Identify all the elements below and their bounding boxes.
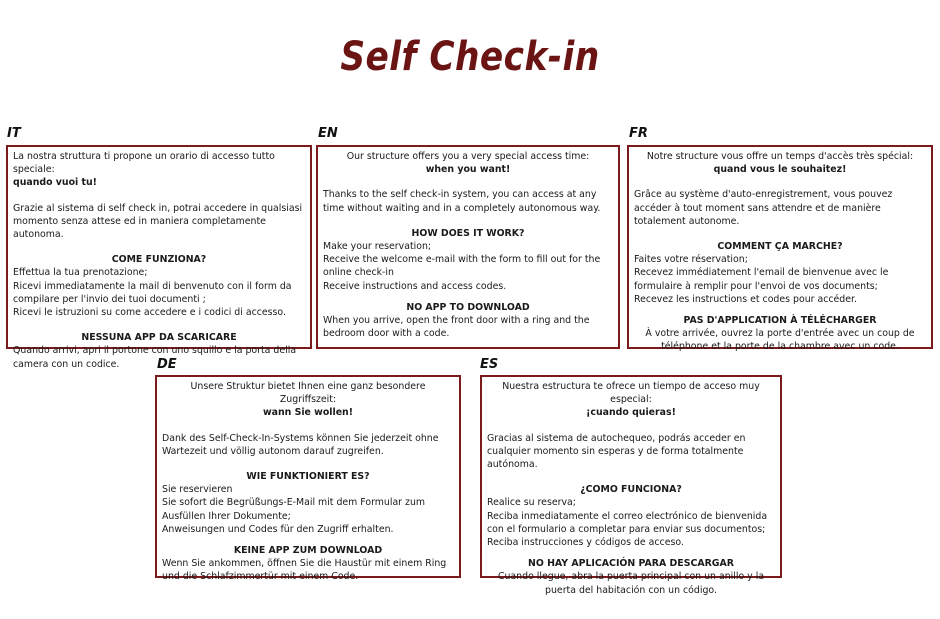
description-text: Thanks to the self check-in system, you can access at any time without waiting and in a completely autonomous way.: [323, 189, 601, 214]
how-it-works-heading: HOW DOES IT WORK?: [411, 227, 525, 239]
step-3: Ricevi le istruzioni su come accedere e i codici di accesso.: [13, 307, 286, 319]
intro-highlight: quand vous le souhaitez!: [713, 164, 847, 176]
no-app-heading: NESSUNA APP DA SCARICARE: [81, 332, 237, 344]
step-2: Receive the welcome e-mail with the form to fill out for the online check-in: [323, 254, 601, 279]
intro-text: Notre structure vous offre un temps d'accès très spécial:: [646, 151, 914, 162]
no-app-text: Wenn Sie ankommen, öffnen Sie die Haustür mit einem Ring und die Schlafzimmertür mit einem Code.: [162, 558, 447, 583]
step-1: Faites votre réservation;: [634, 254, 748, 266]
page-title: Self Check-in: [340, 34, 600, 80]
how-it-works-heading: COME FUNZIONA?: [111, 254, 207, 266]
step-3: Anweisungen und Codes für den Zugriff erhalten.: [162, 523, 394, 535]
no-app-text: Quando arrivi, apri il portone con uno squillo e la porta della camera con un codice.: [13, 345, 297, 370]
step-2: Ricevi immediatamente la mail di benvenuto con il form da compilare per l'invio dei tuoi documenti ;: [13, 280, 292, 305]
description-text: Grazie al sistema di self check in, potrai accedere in qualsiasi momento senza attese ed in maniera completamente autonoma.: [13, 202, 303, 241]
intro-text: La nostra struttura ti propone un orario di accesso tutto speciale:: [13, 151, 275, 176]
lang-label-en: EN: [318, 126, 338, 141]
no-app-text: When you arrive, open the front door with a ring and the bedroom door with a code.: [323, 315, 590, 340]
no-app-heading: NO APP TO DOWNLOAD: [406, 301, 530, 313]
no-app-heading: NO HAY APLICACIÓN PARA DESCARGAR: [528, 558, 734, 570]
intro-text: Unsere Struktur bietet Ihnen eine ganz besondere Zugriffszeit:: [190, 381, 426, 406]
how-it-works-heading: COMMENT ÇA MARCHE?: [717, 241, 843, 253]
step-1: Realice su reserva;: [487, 497, 576, 509]
intro-highlight: when you want!: [425, 164, 511, 176]
description-text: Grâce au système d'auto-enregistrement, vous pouvez accéder à tout moment sans attendre et de manière totalement autonome.: [634, 189, 893, 227]
how-it-works-heading: WIE FUNKTIONIERT ES?: [246, 471, 370, 483]
step-1: Make your reservation;: [323, 241, 432, 253]
lang-label-it: IT: [7, 126, 21, 141]
no-app-text: À votre arrivée, ouvrez la porte d'entrée avec un coup de téléphone et la porte de la chambre avec un code.: [645, 328, 915, 353]
description-text: Dank des Self-Check-In-Systems können Sie jederzeit ohne Wartezeit und völlig autonom darauf zugreifen.: [162, 432, 439, 457]
description-text: Gracias al sistema de autochequeo, podrás acceder en cualquier momento sin esperas y de forma totalmente autónoma.: [487, 432, 746, 471]
intro-highlight: quando vuoi tu!: [13, 177, 97, 189]
step-2: Sie sofort die Begrüßungs-E-Mail mit dem Formular zum Ausfüllen Ihrer Dokumente;: [162, 497, 426, 522]
step-3: Recevez les instructions et codes pour accéder.: [634, 293, 857, 305]
section-fr: [627, 145, 933, 353]
section-de: [155, 375, 461, 583]
lang-label-es: ES: [480, 357, 499, 372]
step-3: Receive instructions and access codes.: [323, 280, 507, 292]
lang-label-fr: FR: [629, 126, 648, 141]
step-2: Reciba inmediatamente el correo electrónico de bienvenida con el formulario a completar para enviar sus documentos;: [487, 510, 768, 535]
step-3: Reciba instrucciones y códigos de acceso.: [487, 537, 684, 549]
step-2: Recevez immédiatement l'email de bienvenue avec le formulaire à remplir pour l'envoi de vos documents;: [634, 267, 889, 292]
intro-highlight: wann Sie wollen!: [262, 407, 354, 419]
step-1: Effettua la tua prenotazione;: [13, 267, 148, 279]
no-app-text: Cuando llegue, abra la puerta principal con un anillo y la puerta del habitación con un código.: [497, 571, 765, 596]
intro-text: Our structure offers you a very special access time:: [346, 151, 590, 162]
no-app-heading: KEINE APP ZUM DOWNLOAD: [233, 545, 383, 557]
section-it: [6, 145, 312, 370]
how-it-works-heading: ¿COMO FUNCIONA?: [580, 484, 682, 496]
intro-text: Nuestra estructura te ofrece un tiempo de acceso muy especial:: [502, 381, 760, 406]
intro-highlight: ¡cuando quieras!: [586, 407, 676, 419]
no-app-heading: PAS D'APPLICATION À TÉLÉCHARGER: [683, 315, 877, 327]
section-en: [316, 145, 620, 349]
lang-label-de: DE: [157, 357, 177, 372]
section-es: [480, 375, 782, 596]
step-1: Sie reservieren: [162, 484, 233, 496]
